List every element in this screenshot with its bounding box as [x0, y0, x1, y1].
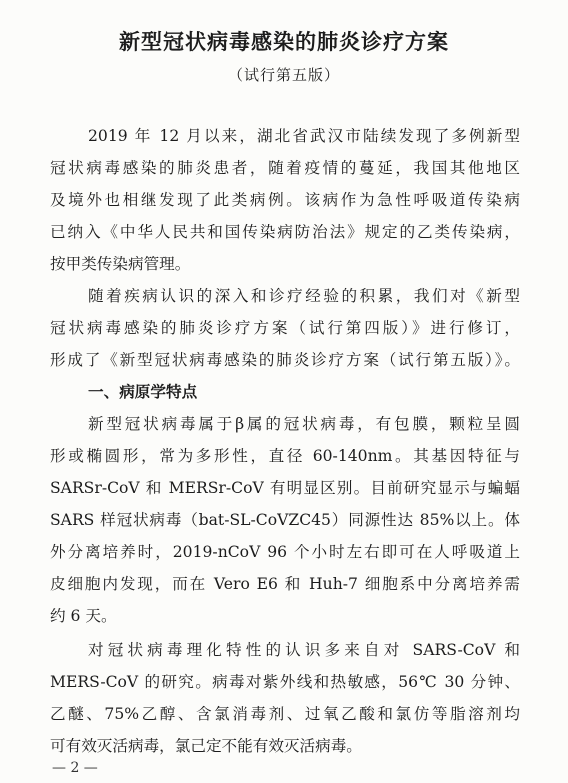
- paragraph-line: 及境外也相继发现了此类病例。该病作为急性呼吸道传染病: [50, 191, 520, 209]
- paragraph-line: MERS-CoV 的研究。病毒对紫外线和热敏感，56℃ 30 分钟、: [50, 673, 520, 691]
- paragraph-line: 对冠状病毒理化特性的认识多来自对 SARS-CoV 和: [88, 641, 520, 659]
- section-heading: 一、病原学特点: [88, 383, 198, 401]
- paragraph-line: 形或椭圆形，常为多形性，直径 60-140nm。其基因特征与: [50, 447, 520, 465]
- paragraph-line: 冠状病毒感染的肺炎患者，随着疫情的蔓延，我国其他地区: [50, 159, 520, 177]
- paragraph-line: SARS 样冠状病毒（bat-SL-CoVZC45）同源性达 85%以上。体: [50, 511, 520, 529]
- paragraph-line: 冠状病毒感染的肺炎诊疗方案（试行第四版）》进行修订，: [50, 319, 520, 337]
- paragraph-line: 随着疾病认识的深入和诊疗经验的积累，我们对《新型: [88, 287, 520, 305]
- paragraph-line: 皮细胞内发现，而在 Vero E6 和 Huh-7 细胞系中分离培养需: [50, 575, 520, 593]
- paragraph-line: SARSr-CoV 和 MERSr-CoV 有明显区别。目前研究显示与蝙蝠: [50, 479, 520, 497]
- document-title: 新型冠状病毒感染的肺炎诊疗方案: [119, 30, 449, 54]
- page-number: — 2 —: [52, 760, 98, 776]
- paragraph-line: 可有效灭活病毒，氯己定不能有效灭活病毒。: [50, 737, 362, 755]
- paragraph-line: 已纳入《中华人民共和国传染病防治法》规定的乙类传染病，: [50, 223, 520, 241]
- paragraph-line: 形成了《新型冠状病毒感染的肺炎诊疗方案（试行第五版）》。: [50, 351, 520, 369]
- paragraph-line: 外分离培养时，2019-nCoV 96 个小时左右即可在人呼吸道上: [50, 543, 520, 561]
- paragraph-line: 新型冠状病毒属于β属的冠状病毒，有包膜，颗粒呈圆: [88, 415, 520, 433]
- paragraph-line: 按甲类传染病管理。: [50, 255, 191, 273]
- paragraph-line: 乙醚、75%乙醇、含氯消毒剂、过氧乙酸和氯仿等脂溶剂均: [50, 705, 520, 723]
- paragraph-line: 约 6 天。: [50, 607, 117, 625]
- paragraph-line: 2019 年 12 月以来，湖北省武汉市陆续发现了多例新型: [88, 127, 520, 145]
- document-subtitle: （试行第五版）: [227, 66, 340, 84]
